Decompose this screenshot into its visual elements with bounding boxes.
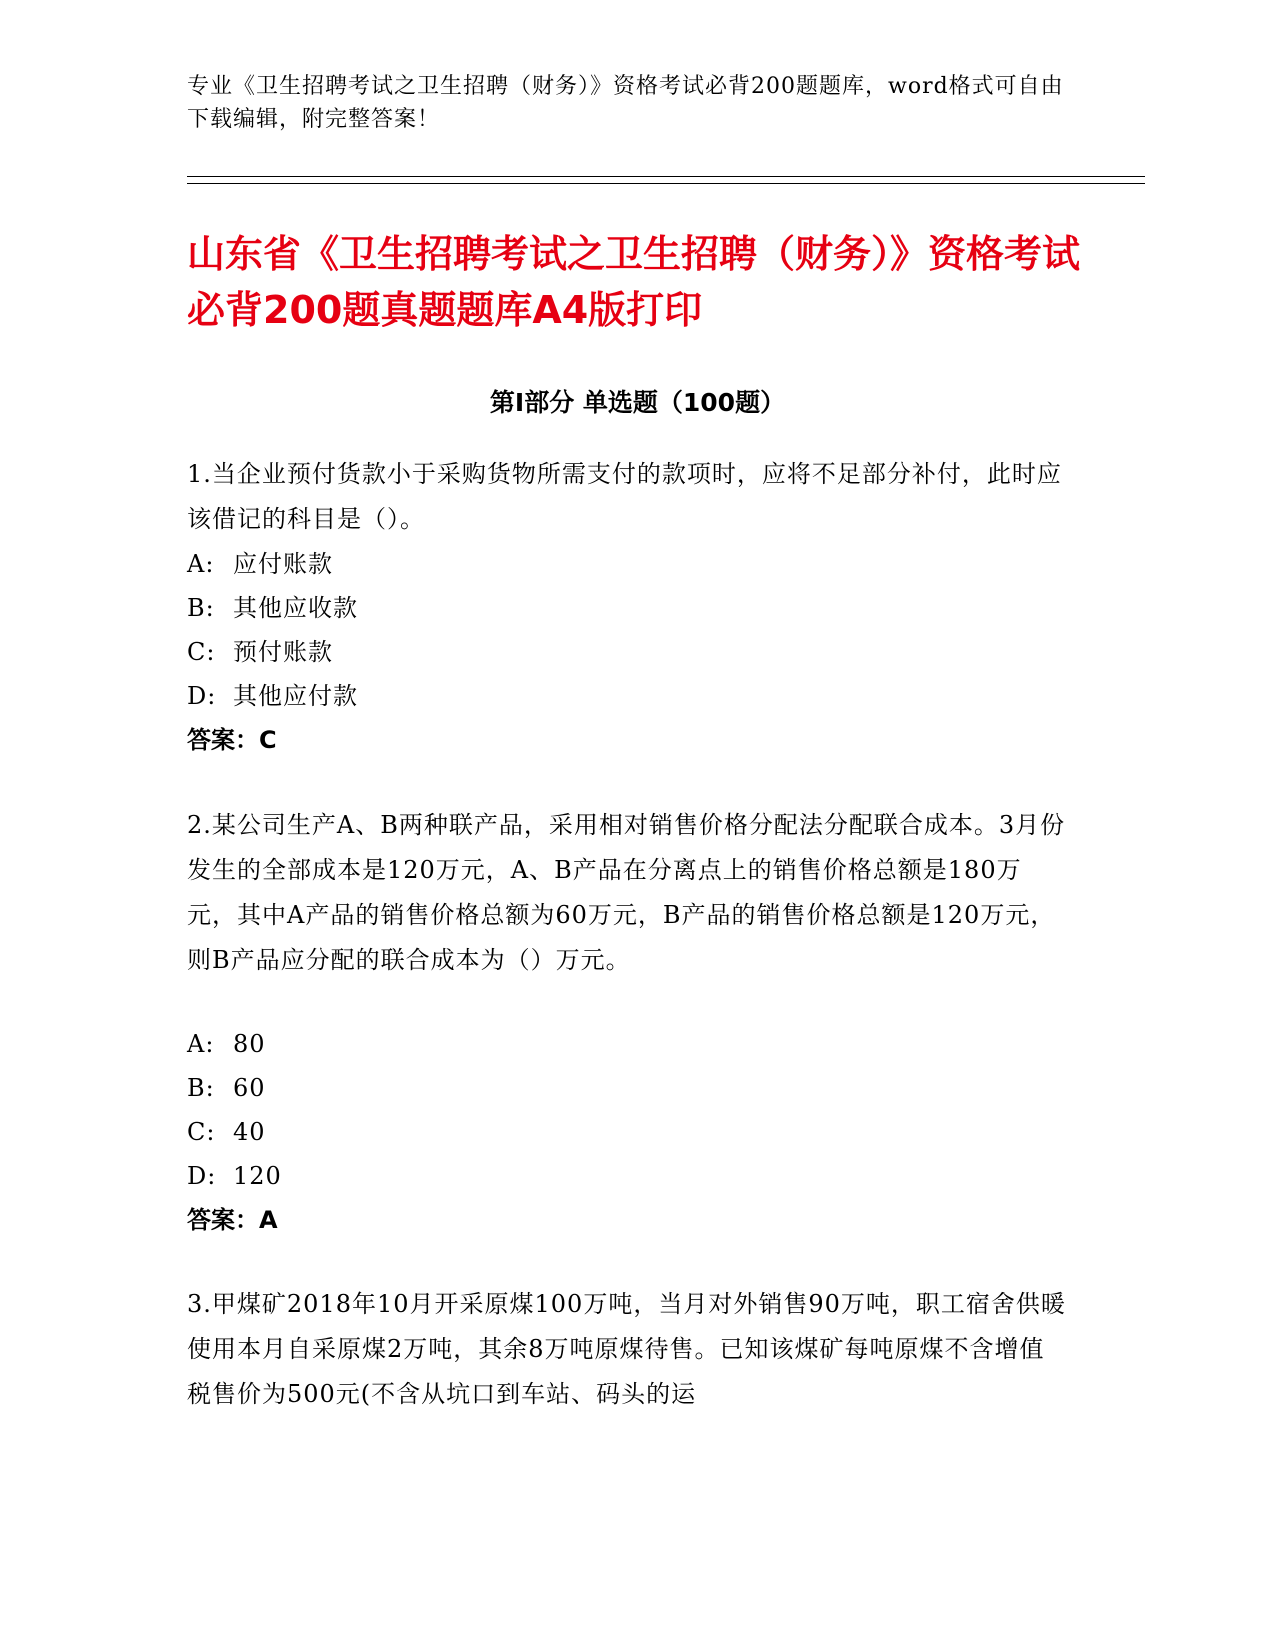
option-letter: D: — [187, 1162, 217, 1190]
question-2-option-d — [187, 1160, 282, 1192]
header-divider-bottom — [187, 183, 1145, 184]
question-1-answer: 答案：C — [187, 726, 277, 754]
question-2-answer: 答案：A — [187, 1206, 278, 1234]
option-letter: B: — [187, 1074, 215, 1102]
question-1-text: 1.当企业预付货款小于采购货物所需支付的款项时，应将不足部分补付，此时应该借记的科目是（）。 — [187, 460, 1062, 533]
document-title: 山东省《卫生招聘考试之卫生招聘（财务）》资格考试必背200题真题题库A4版打印 — [187, 232, 1081, 332]
question-1-option-b — [187, 592, 358, 624]
header-divider-top — [187, 176, 1145, 177]
option-text: 预付账款 — [233, 638, 333, 666]
option-text: 120 — [233, 1162, 282, 1190]
section-heading: 第Ⅰ部分 单选题（100题） — [489, 388, 786, 417]
option-letter: A: — [187, 550, 215, 578]
question-2-option-c — [187, 1116, 266, 1148]
option-letter: B: — [187, 594, 215, 622]
option-text: 40 — [233, 1118, 266, 1146]
option-text: 其他应付款 — [233, 682, 358, 710]
option-letter: C: — [187, 638, 216, 666]
question-1-option-d — [187, 680, 358, 712]
option-text: 80 — [233, 1030, 266, 1058]
question-1-option-a — [187, 548, 333, 580]
option-text: 60 — [233, 1074, 266, 1102]
question-2-option-a — [187, 1028, 266, 1060]
option-text: 应付账款 — [233, 550, 333, 578]
option-letter: D: — [187, 682, 217, 710]
question-3-text: 3.甲煤矿2018年10月开采原煤100万吨，当月对外销售90万吨，职工宿舍供暖使用本月自采原煤2万吨，其余8万吨原煤待售。已知该煤矿每吨原煤不含增值税售价为500元(不含从坑口到车站、码头的运 — [187, 1290, 1066, 1408]
option-letter: C: — [187, 1118, 216, 1146]
header-note: 专业《卫生招聘考试之卫生招聘（财务）》资格考试必背200题题库，word格式可自由下载编辑，附完整答案！ — [187, 74, 1064, 132]
option-letter: A: — [187, 1030, 215, 1058]
question-2-option-b — [187, 1072, 266, 1104]
question-2-text: 2.某公司生产A、B两种联产品，采用相对销售价格分配法分配联合成本。3月份发生的全部成本是120万元，A、B产品在分离点上的销售价格总额是180万元，其中A产品的销售价格总额为60万元，B产品的销售价格总额是120万元，则B产品应分配的联合成本为（）万元。 — [187, 811, 1066, 974]
option-text: 其他应收款 — [233, 594, 358, 622]
question-1-option-c — [187, 636, 333, 668]
